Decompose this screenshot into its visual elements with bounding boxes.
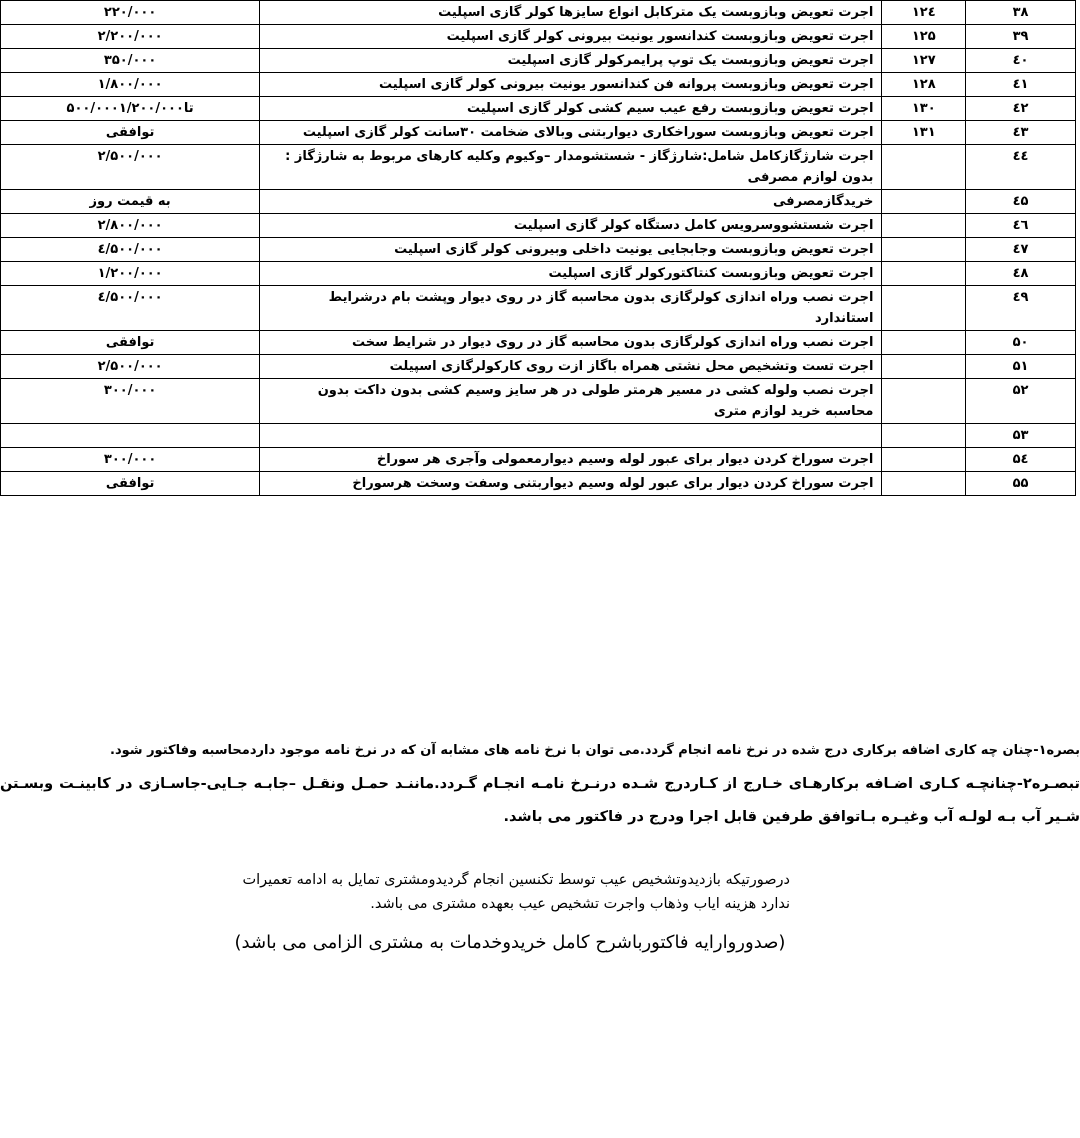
price-cell: ۲۲۰/۰۰۰ — [1, 1, 260, 25]
item-code-cell: ۱۲۸ — [882, 73, 966, 97]
table-row — [1, 214, 1076, 238]
table-row — [1, 145, 1076, 190]
price-cell: ۵۰۰/۰۰۰تا۱/۲۰۰/۰۰۰ — [1, 97, 260, 121]
table-row — [1, 355, 1076, 379]
table-row — [1, 424, 1076, 448]
row-index-cell: ۳۸ — [966, 1, 1076, 25]
row-index-cell: ٤۱ — [966, 73, 1076, 97]
price-cell: ۱/۲۰۰/۰۰۰ — [1, 262, 260, 286]
item-code-cell — [882, 379, 966, 424]
item-code-cell: ۱۲٤ — [882, 1, 966, 25]
description-cell: اجرت شستشووسرویس کامل دستگاه کولر گازی اسپلیت — [260, 214, 882, 238]
price-table — [0, 0, 1076, 496]
row-index-cell: ٤٤ — [966, 145, 1076, 190]
description-cell: اجرت سوراخ کردن دیوار برای عبور لوله وسیم دیواربتنی وسفت وسخت هرسوراخ — [260, 472, 882, 496]
item-code-cell — [882, 190, 966, 214]
table-row — [1, 49, 1076, 73]
price-cell: ٤/۵۰۰/۰۰۰ — [1, 286, 260, 331]
price-cell: ۳۰۰/۰۰۰ — [1, 448, 260, 472]
row-index-cell: ٤۲ — [966, 97, 1076, 121]
item-code-cell — [882, 238, 966, 262]
row-index-cell: ٤۵ — [966, 190, 1076, 214]
table-row — [1, 262, 1076, 286]
table-row — [1, 121, 1076, 145]
description-cell — [260, 424, 882, 448]
description-cell: اجرت تست وتشخیص محل نشتی همراه باگاز ازت روی کارکولرگازی اسپیلت — [260, 355, 882, 379]
price-cell: توافقی — [1, 331, 260, 355]
price-cell: ۲/۲۰۰/۰۰۰ — [1, 25, 260, 49]
note-1: بصره۱-چنان چه کاری اضافه برکاری درج شده در نرخ نامه انجام گردد.می توان با نرخ نامه های مشابه آن که در نرخ نامه موجود داردمحاسبه وفاکتور شود. — [110, 743, 1080, 758]
table-row — [1, 331, 1076, 355]
price-cell: توافقی — [1, 472, 260, 496]
row-index-cell: ۵۰ — [966, 331, 1076, 355]
description-cell: خریدگازمصرفی — [260, 190, 882, 214]
item-code-cell: ۱۳۰ — [882, 97, 966, 121]
table-row — [1, 448, 1076, 472]
price-cell: ۱/۸۰۰/۰۰۰ — [1, 73, 260, 97]
item-code-cell — [882, 424, 966, 448]
description-cell: اجرت تعویض وبازوبست وجابجایی یونیت داخلی وبیرونی کولر گازی اسپلیت — [260, 238, 882, 262]
item-code-cell — [882, 355, 966, 379]
item-code-cell — [882, 286, 966, 331]
item-code-cell — [882, 262, 966, 286]
item-code-cell — [882, 472, 966, 496]
row-index-cell: ٤٦ — [966, 214, 1076, 238]
description-cell: اجرت نصب وراه اندازی کولرگازی بدون محاسبه گاز در روی دیوار در شرایط سخت — [260, 331, 882, 355]
price-cell: ۲/۵۰۰/۰۰۰ — [1, 145, 260, 190]
price-cell: ۳۰۰/۰۰۰ — [1, 379, 260, 424]
description-cell: اجرت شارژگازکامل شامل:شارژگاز - شستشومدار –وکیوم وکلیه کارهای مربوط به شارژگاز : بدون لوازم مصرفی — [260, 145, 882, 190]
row-index-cell: ۳۹ — [966, 25, 1076, 49]
description-cell: اجرت نصب وراه اندازی کولرگازی بدون محاسبه گاز در روی دیوار وپشت بام درشرایط استاندارد — [260, 286, 882, 331]
row-index-cell: ٤۰ — [966, 49, 1076, 73]
diagnosis-note: درصورتیکه بازدیدوتشخیص عیب توسط تکنسین انجام گردیدومشتری تمایل به ادامه تعمیرات ندارد هزینه ایاب وذهاب واجرت تشخیص عیب بعهده مشتری می باشد. — [242, 872, 790, 912]
row-index-cell: ۵۲ — [966, 379, 1076, 424]
notes-section — [0, 740, 1080, 834]
price-cell: به قیمت روز — [1, 190, 260, 214]
description-cell: اجرت تعویض وبازوبست پروانه فن کندانسور یونیت بیرونی کولر گازی اسپلیت — [260, 73, 882, 97]
description-cell: اجرت تعویض وبازوبست رفع عیب سیم کشی کولر گازی اسپلیت — [260, 97, 882, 121]
table-row — [1, 73, 1076, 97]
row-index-cell: ۵۵ — [966, 472, 1076, 496]
row-index-cell: ٤۹ — [966, 286, 1076, 331]
item-code-cell: ۱۲۵ — [882, 25, 966, 49]
table-row — [1, 25, 1076, 49]
price-cell: ۲/۵۰۰/۰۰۰ — [1, 355, 260, 379]
row-index-cell: ٤۸ — [966, 262, 1076, 286]
description-cell: اجرت تعویض وبازوبست کنتاکتورکولر گازی اسپلیت — [260, 262, 882, 286]
table-row — [1, 238, 1076, 262]
table-row — [1, 286, 1076, 331]
item-code-cell — [882, 331, 966, 355]
price-cell: ٤/۵۰۰/۰۰۰ — [1, 238, 260, 262]
row-index-cell: ٤۳ — [966, 121, 1076, 145]
row-index-cell: ٤۷ — [966, 238, 1076, 262]
table-row — [1, 190, 1076, 214]
price-cell: توافقی — [1, 121, 260, 145]
description-cell: اجرت تعویض وبازوبست یک مترکابل انواع سایزها کولر گازی اسپلیت — [260, 1, 882, 25]
price-table-body — [1, 1, 1076, 496]
price-cell: ۳۵۰/۰۰۰ — [1, 49, 260, 73]
invoice-note: (صدوروارایه فاکتورباشرح کامل خریدوخدمات به مشتری الزامی می باشد) — [234, 932, 786, 953]
item-code-cell — [882, 145, 966, 190]
description-cell: اجرت تعویض وبازوبست کندانسور یونیت بیرونی کولر گازی اسپلیت — [260, 25, 882, 49]
row-index-cell: ۵۳ — [966, 424, 1076, 448]
price-cell — [1, 424, 260, 448]
table-row — [1, 472, 1076, 496]
price-cell: ۲/۸۰۰/۰۰۰ — [1, 214, 260, 238]
item-code-cell — [882, 448, 966, 472]
description-cell: اجرت سوراخ کردن دیوار برای عبور لوله وسیم دیوارمعمولی وآجری هر سوراخ — [260, 448, 882, 472]
description-cell: اجرت نصب ولوله کشی در مسیر هرمتر طولی در هر سایز وسیم کشی بدون داکت بدون محاسبه خرید لوازم متری — [260, 379, 882, 424]
description-cell: اجرت تعویض وبازوبست یک توپ پرایمرکولر گازی اسپلیت — [260, 49, 882, 73]
table-row — [1, 1, 1076, 25]
item-code-cell: ۱۲۷ — [882, 49, 966, 73]
table-row — [1, 379, 1076, 424]
note-2: تبصـره۲-چنانچـه کـاری اضـافه برکارهـای خـارج از کـاردرج شـده درنـرخ نامـه انجـام گـردد.ماننـد حمـل ونقـل –جابـه جـایی-جاسـازی در کابینـت وبسـتن شـیر آب بـه لولـه آب وغیـره بـاتوافق طرفین قابل اجرا ودرج در فاکتور می باشد. — [0, 776, 1080, 825]
item-code-cell — [882, 214, 966, 238]
row-index-cell: ۵۱ — [966, 355, 1076, 379]
row-index-cell: ۵٤ — [966, 448, 1076, 472]
item-code-cell: ۱۳۱ — [882, 121, 966, 145]
table-row — [1, 97, 1076, 121]
description-cell: اجرت تعویض وبازوبست سوراخکاری دیواربتنی وبالای ضخامت ۳۰سانت کولر گازی اسپلیت — [260, 121, 882, 145]
